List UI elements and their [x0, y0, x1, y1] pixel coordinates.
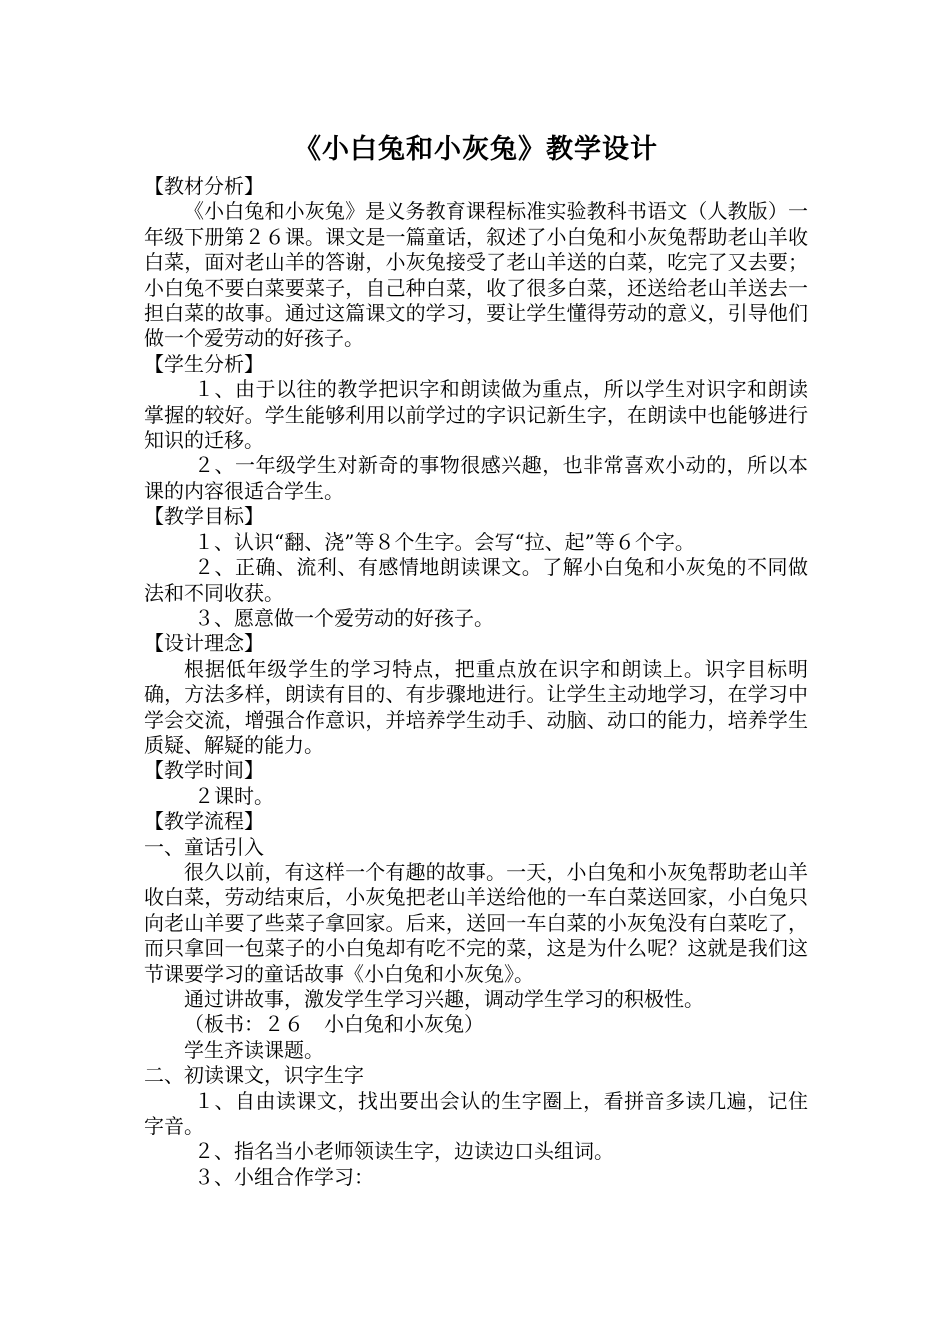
section-heading-goal: 【教学目标】	[144, 504, 264, 529]
student-point-1: １、由于以往的教学把识字和朗读做为重点，所以学生对识字和朗读掌握的较好。学生能够利用以前学过的字识记新生字，在朗读中也能够进行知识的迁移。	[144, 377, 808, 453]
step1-board: （板书：２６ 小白兔和小灰兔）	[184, 1012, 484, 1037]
time-paragraph: ２课时。	[194, 783, 274, 808]
material-paragraph: 《小白兔和小灰兔》是义务教育课程标准实验教科书语文（人教版）一年级下册第２６课。课文是一篇童话，叙述了小白兔和小灰兔帮助老山羊收白菜，面对老山羊的答谢，小灰兔接受了老山羊送的白菜，吃完了又去要；小白兔不要白菜要菜子，自己种白菜，收了很多白菜，还送给老山羊送去一担白菜的故事。通过这篇课文的学习，要让学生懂得劳动的意义，引导他们做一个爱劳动的好孩子。	[144, 199, 808, 351]
section-heading-material: 【教材分析】	[144, 174, 264, 198]
goal-point-1: １、认识“翻、浇”等８个生字。会写“拉、起”等６个字。	[194, 529, 695, 554]
section-heading-flow: 【教学流程】	[144, 809, 264, 834]
document-title: 《小白兔和小灰兔》教学设计	[294, 134, 658, 165]
section-heading-time: 【教学时间】	[144, 758, 264, 783]
section-heading-concept: 【设计理念】	[144, 631, 264, 656]
step2-point-3: ３、小组合作学习：	[194, 1164, 374, 1189]
goal-point-2: ２、正确、流利、有感情地朗读课文。了解小白兔和小灰兔的不同做法和不同收获。	[144, 555, 808, 605]
step2-heading: 二、初读课文，识字生字	[144, 1063, 364, 1088]
step2-point-1: １、自由读课文，找出要出会认的生字圈上，看拼音多读几遍，记住字音。	[144, 1088, 808, 1139]
section-heading-student: 【学生分析】	[144, 351, 264, 376]
concept-paragraph: 根据低年级学生的学习特点，把重点放在识字和朗读上。识字目标明确，方法多样，朗读有目的、有步骤地进行。让学生主动地学习，在学习中学会交流，增强合作意识，并培养学生动手、动脑、动口的能力，培养学生质疑、解疑的能力。	[144, 656, 808, 757]
document-page	[144, 130, 808, 1190]
student-point-2: ２、一年级学生对新奇的事物很感兴趣，也非常喜欢小动的，所以本课的内容很适合学生。	[144, 453, 808, 503]
step1-paragraph: 很久以前，有这样一个有趣的故事。一天，小白兔和小灰兔帮助老山羊收白菜，劳动结束后，小灰兔把老山羊送给他的一车白菜送回家，小白兔只向老山羊要了些菜子拿回家。后来，送回一车白菜的小灰兔没有白菜吃了，而只拿回一包菜子的小白兔却有吃不完的菜，这是为什么呢？这就是我们这节课要学习的童话故事《小白兔和小灰兔》。	[144, 859, 808, 986]
step1-heading: 一、童话引入	[144, 834, 264, 859]
step1-note: 通过讲故事，激发学生学习兴趣，调动学生学习的积极性。	[184, 987, 704, 1011]
goal-point-3: ３、愿意做一个爱劳动的好孩子。	[194, 605, 494, 630]
step2-point-2: ２、指名当小老师领读生字，边读边口头组词。	[194, 1139, 614, 1164]
step1-read: 学生齐读课题。	[184, 1037, 324, 1062]
